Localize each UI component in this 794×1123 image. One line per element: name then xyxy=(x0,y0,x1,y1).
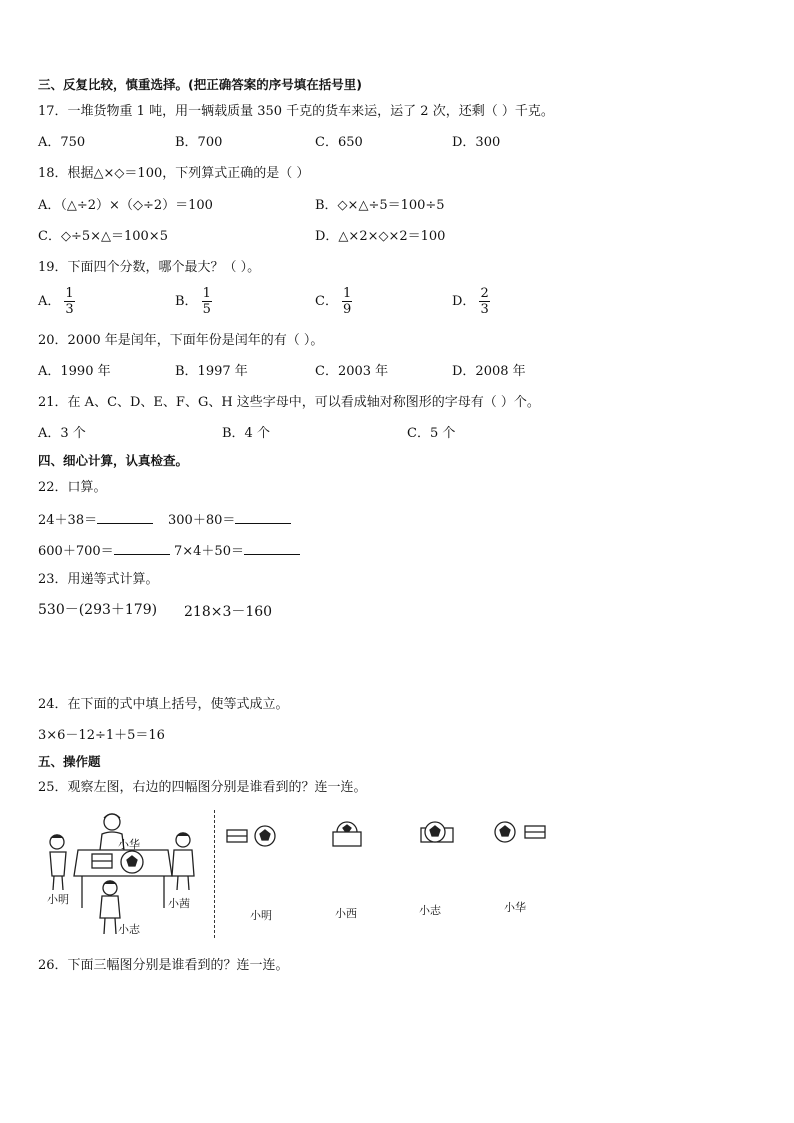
child-body xyxy=(100,896,120,918)
q24-stem: 24．在下面的式中填上括号，使等式成立。 xyxy=(38,697,289,712)
q22-item-4: 7×4＋50＝ xyxy=(174,542,300,560)
answer-blank[interactable] xyxy=(244,542,300,555)
view-label-3: 小志 xyxy=(419,904,441,917)
q22-stem: 22．口算。 xyxy=(38,480,107,495)
view-4 xyxy=(495,822,545,842)
q23-stem: 23．用递等式计算。 xyxy=(38,572,159,587)
q20-option-b: B．1997 年 xyxy=(175,364,248,379)
fraction: $\frac{2}{3}$ xyxy=(480,286,489,317)
scene-label-xiaohua: 小华 xyxy=(118,838,140,851)
scene-label-xiaozhi: 小志 xyxy=(118,923,140,936)
child-body xyxy=(50,852,66,876)
fraction: $\frac{1}{9}$ xyxy=(342,286,352,317)
view-3 xyxy=(421,822,453,842)
view-1 xyxy=(227,826,275,846)
figure-divider xyxy=(214,810,215,938)
q22-item-3: 600＋700＝ xyxy=(38,542,170,560)
view-label-4: 小华 xyxy=(504,901,526,914)
q18-option-b: B．◇×△÷5＝100÷5 xyxy=(315,198,445,213)
q17-stem: 17．一堆货物重 1 吨，用一辆载质量 350 千克的货车来运，运了 2 次，还剩（ ）千克。 xyxy=(38,104,554,119)
q23-expr-2: 218×3－160 xyxy=(184,604,273,620)
section-5-title: 五、操作题 xyxy=(38,754,101,769)
q22-item-1: 24＋38＝ xyxy=(38,511,153,529)
fraction: $\frac{1}{5}$ xyxy=(202,286,211,317)
q25-stem: 25．观察左图，右边的四幅图分别是谁看到的？连一连。 xyxy=(38,780,367,795)
q26-stem: 26．下面三幅图分别是谁看到的？连一连。 xyxy=(38,958,289,973)
answer-blank[interactable] xyxy=(114,542,170,555)
q19-option-d: D． $\frac{2}{3}$ xyxy=(452,286,489,317)
q21-stem: 21．在 A、C、D、E、F、G、H 这些字母中，可以看成轴对称图形的字母有（ ）个。 xyxy=(38,395,540,410)
view-label-2: 小西 xyxy=(335,907,357,920)
scene-label-xiaoqian: 小茜 xyxy=(168,897,190,910)
q19-option-c: C． $\frac{1}{9}$ xyxy=(315,286,352,317)
answer-blank[interactable] xyxy=(235,511,291,524)
answer-blank[interactable] xyxy=(97,511,153,524)
q17-option-b: B．700 xyxy=(175,135,223,150)
q18-stem: 18．根据△×◇＝100，下列算式正确的是（ ） xyxy=(38,166,310,181)
q19-option-a: A． $\frac{1}{3}$ xyxy=(38,286,74,317)
q18-option-d: D．△×2×◇×2＝100 xyxy=(315,229,446,244)
q21-option-b: B．4 个 xyxy=(222,426,270,441)
section-4-title: 四、细心计算，认真检查。 xyxy=(38,453,189,468)
q21-option-a: A．3 个 xyxy=(38,426,86,441)
q20-stem: 20．2000 年是闰年，下面年份是闰年的有（ ）。 xyxy=(38,333,324,348)
q18-option-c: C．◇÷5×△＝100×5 xyxy=(38,229,168,244)
q20-option-a: A．1990 年 xyxy=(38,364,111,379)
q20-option-d: D．2008 年 xyxy=(452,364,526,379)
q19-option-b: B． $\frac{1}{5}$ xyxy=(175,286,211,317)
q17-option-a: A．750 xyxy=(38,135,86,150)
q21-option-c: C．5 个 xyxy=(407,426,456,441)
q17-option-c: C．650 xyxy=(315,135,363,150)
q20-option-c: C．2003 年 xyxy=(315,364,389,379)
q23-expr-1: 530－(293＋179) xyxy=(38,602,158,618)
view-label-1: 小明 xyxy=(250,909,272,922)
fraction: $\frac{1}{3}$ xyxy=(65,286,74,317)
q24-expression: 3×6－12÷1＋5＝16 xyxy=(38,728,165,743)
child-body xyxy=(172,850,194,876)
q22-item-2: 300＋80＝ xyxy=(168,511,291,529)
view-2 xyxy=(333,822,361,846)
view-pictures xyxy=(225,818,555,858)
scene-label-xiaoming: 小明 xyxy=(47,893,69,906)
table-top xyxy=(74,850,172,876)
section-3-title: 三、反复比较，慎重选择。(把正确答案的序号填在括号里) xyxy=(38,77,362,92)
q17-option-d: D．300 xyxy=(452,135,501,150)
q19-stem: 19．下面四个分数，哪个最大？（ ）。 xyxy=(38,260,261,275)
q18-option-a: A．（△÷2）×（◇÷2）＝100 xyxy=(38,198,213,213)
